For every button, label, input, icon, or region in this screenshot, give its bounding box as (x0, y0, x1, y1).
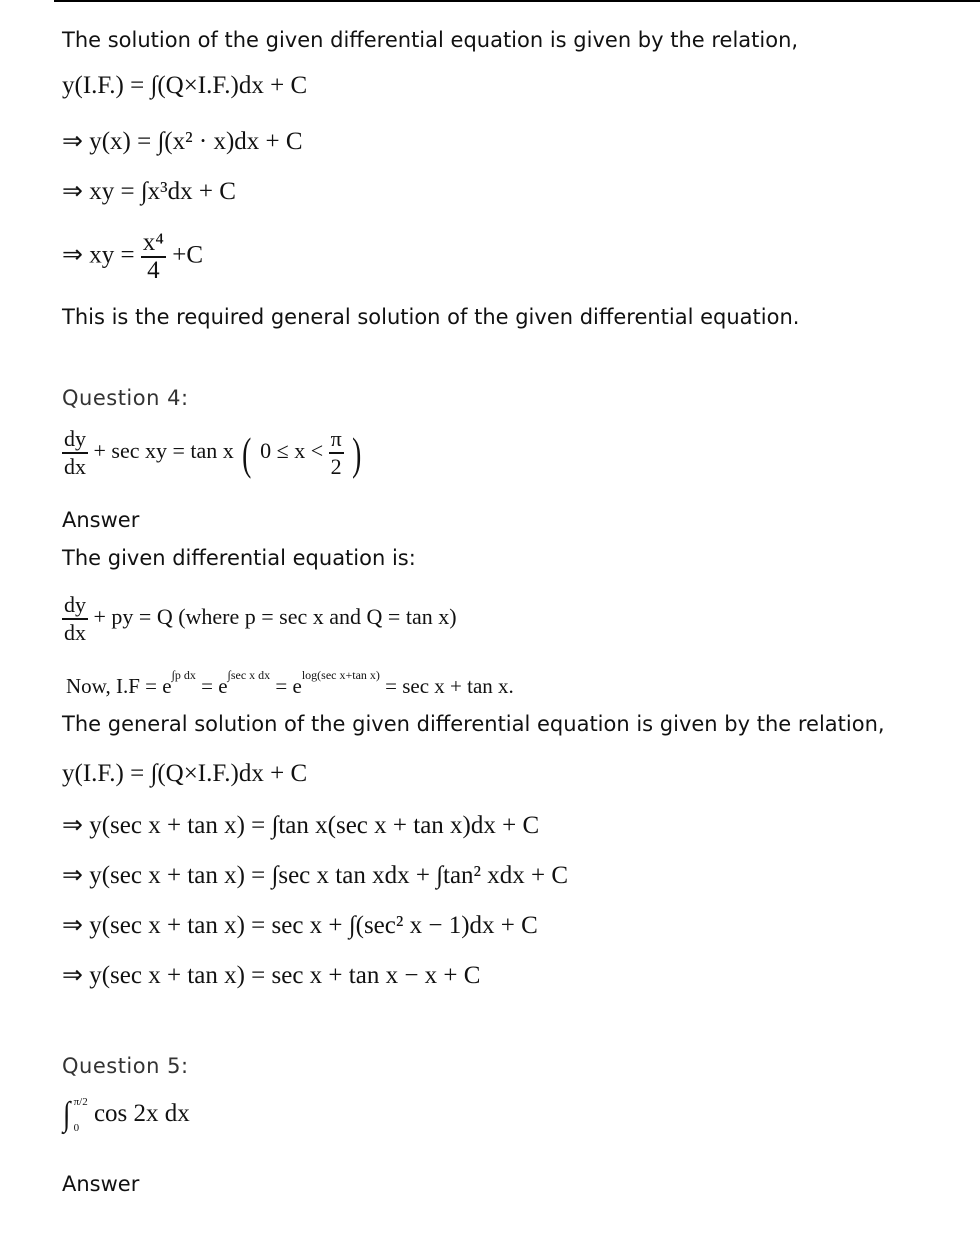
equation-a4 (62, 230, 203, 284)
given-equation-text: The given differential equation is: (62, 546, 416, 570)
general-solution-text: The general solution of the given differential equation is given by the relation, (62, 712, 885, 736)
q4-equation-mid: + sec xy = tan x (93, 438, 234, 464)
q4-derivative-den: dx (64, 454, 86, 479)
top-rule (54, 0, 980, 2)
question-5-answer-label: Answer (62, 1172, 140, 1196)
equation-a4-lhs: ⇒ xy = (62, 241, 135, 269)
equation-a4-denominator: 4 (147, 257, 160, 284)
if-exponent-2: ∫sec x dx (227, 668, 271, 682)
standard-form-num: dy (62, 592, 88, 620)
equation-b5: ⇒ y(sec x + tan x) = sec x + tan x − x + C (62, 962, 481, 989)
equation-a2: ⇒ y(x) = ∫(x² · x)dx + C (62, 128, 303, 155)
question-4-answer-label: Answer (62, 508, 140, 532)
equation-b4: ⇒ y(sec x + tan x) = sec x + ∫(sec² x − 1)dx + C (62, 912, 538, 939)
integral-sign-icon: ∫ (62, 1096, 71, 1133)
equation-a4-fraction (141, 230, 166, 284)
equation-b3: ⇒ y(sec x + tan x) = ∫sec x tan xdx + ∫tan² xdx + C (62, 862, 569, 889)
right-paren-icon: ) (352, 427, 362, 479)
equation-b2: ⇒ y(sec x + tan x) = ∫tan x(sec x + tan x)dx + C (62, 812, 540, 839)
question-4-equation (62, 426, 365, 480)
if-exponent-1: ∫p dx (171, 668, 196, 682)
equation-a1: y(I.F.) = ∫(Q×I.F.)dx + C (62, 72, 308, 99)
if-exponent-3: log(sec x+tan x) (301, 668, 380, 682)
q4-derivative (62, 426, 88, 480)
question-5-heading: Question 5: (62, 1054, 189, 1078)
integral-limits (74, 1096, 88, 1134)
q4-derivative-num: dy (62, 426, 88, 454)
integrand: cos 2x dx (93, 1100, 190, 1127)
left-paren-icon: ( (242, 427, 252, 479)
conclusion-text: This is the required general solution of the given differential equation. (62, 305, 800, 329)
standard-form-derivative (62, 592, 88, 646)
if-label: Now, I.F (66, 674, 140, 698)
integrating-factor-line: Now, $I.F = e^{\int p dx} = e^{\int sec x dx} = e^{log(sec x+tan x)} = \sec x + \tan x$. (66, 668, 514, 698)
standard-form-rest: + py = Q (where p = sec x and Q = tan x) (93, 604, 457, 630)
question-4-heading: Question 4: (62, 386, 189, 410)
standard-form-equation (62, 592, 457, 646)
if-result: = sec x + tan x. (385, 674, 514, 698)
q4-condition-num: π (329, 426, 344, 454)
standard-form-den: dx (64, 620, 86, 645)
q4-condition-fraction (329, 426, 344, 480)
intro-text: The solution of the given differential equation is given by the relation, (62, 28, 799, 52)
lower-limit: 0 (73, 1122, 80, 1135)
question-5-integral (62, 1096, 190, 1134)
q4-condition-den: 2 (330, 454, 342, 479)
equation-a4-numerator: x⁴ (142, 229, 165, 256)
equation-b1: y(I.F.) = ∫(Q×I.F.)dx + C (62, 760, 308, 787)
q4-condition-left: 0 ≤ x < (260, 438, 324, 464)
equation-a3: ⇒ xy = ∫x³dx + C (62, 178, 236, 205)
equation-a4-rhs: +C (172, 241, 204, 269)
upper-limit: π/2 (73, 1096, 88, 1109)
